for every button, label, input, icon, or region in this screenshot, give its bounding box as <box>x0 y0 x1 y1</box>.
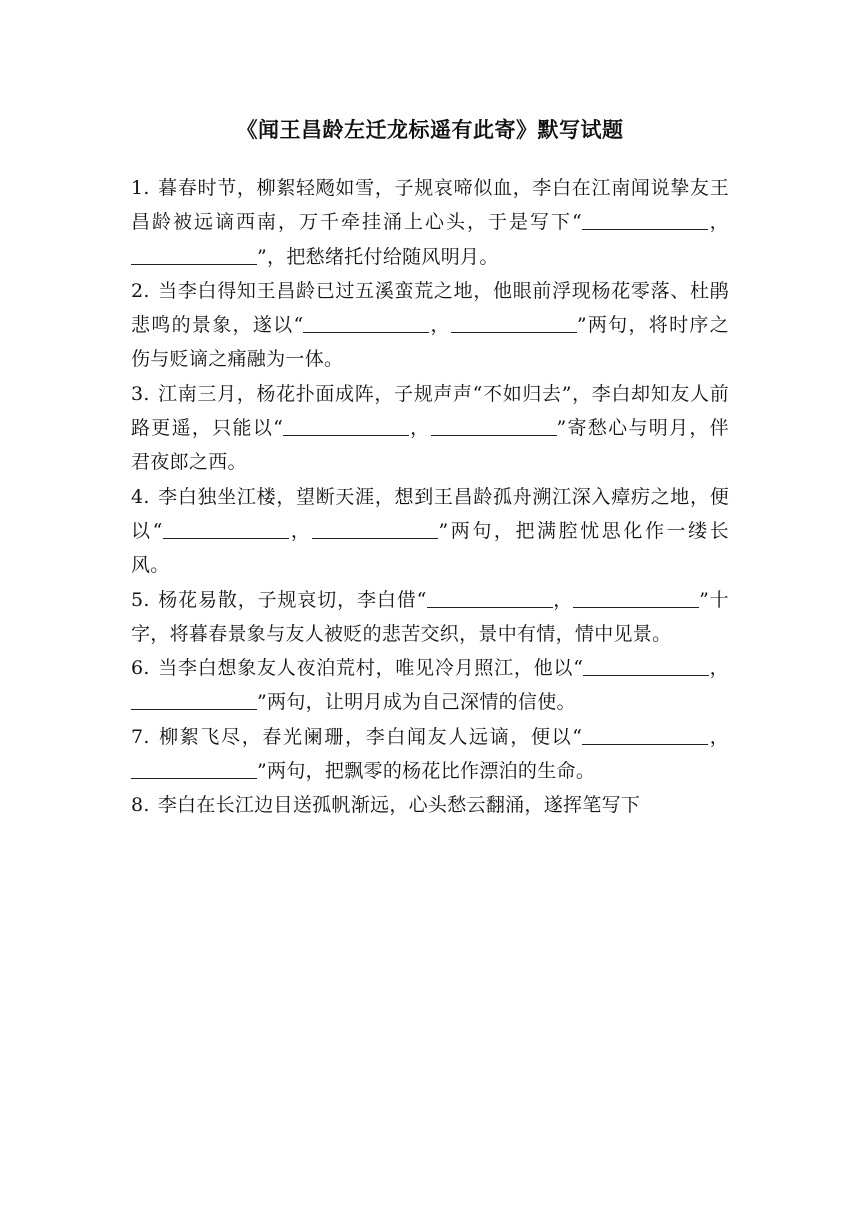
question-list <box>131 171 729 823</box>
question-text-before: 杨花易散，子规哀切，李白借“ <box>157 588 427 611</box>
question-text-before: 江南三月，杨花扑面成阵，子规声声“不如归去”，李白却知友人前路更遥，只能以“ <box>131 382 729 440</box>
blank-separator: ， <box>707 211 729 234</box>
answer-blank[interactable] <box>582 210 708 230</box>
blank-separator: ， <box>288 519 313 542</box>
question-text-after: ”两句，让明月成为自己深情的信使。 <box>257 691 576 714</box>
question-7 <box>131 720 729 789</box>
blank-separator: ， <box>429 314 451 337</box>
question-text-after: ”两句，把飘零的杨花比作漂泊的生命。 <box>257 760 596 783</box>
blank-separator: ， <box>409 417 431 440</box>
question-6 <box>131 651 729 720</box>
question-number: 8. <box>131 794 150 817</box>
question-text-after: ”两句，把满腔忧思化作一缕长风。 <box>131 519 729 577</box>
question-5 <box>131 583 729 652</box>
question-text-before: 当李白得知王昌龄已过五溪蛮荒之地，他眼前浮现杨花零落、杜鹃悲鸣的景象，遂以“ <box>131 279 729 337</box>
question-2 <box>131 274 729 377</box>
question-number: 2. <box>131 279 150 302</box>
answer-blank[interactable] <box>573 588 699 608</box>
answer-blank[interactable] <box>427 588 553 608</box>
question-1 <box>131 171 729 274</box>
blank-separator: ， <box>552 588 574 611</box>
answer-blank[interactable] <box>283 416 409 436</box>
question-8 <box>131 788 729 822</box>
blank-separator: ， <box>709 657 729 680</box>
question-text-before: 当李白想象友人夜泊荒村，唯见冷月照江，他以“ <box>157 657 584 680</box>
question-number: 4. <box>131 485 150 508</box>
question-text-after: ”两句，将时序之伤与贬谪之痛融为一体。 <box>131 314 729 371</box>
answer-blank[interactable] <box>303 313 429 333</box>
answer-blank[interactable] <box>131 759 257 779</box>
answer-blank[interactable] <box>131 245 257 265</box>
question-text-before: 暮春时节，柳絮轻飏如雪，子规哀啼似血，李白在江南闻说挚友王昌龄被远谪西南，万千牵挂涌上心头，于是写下“ <box>131 177 729 234</box>
page-title: 《闻王昌龄左迁龙标遥有此寄》默写试题 <box>236 117 624 142</box>
question-number: 1. <box>131 177 150 199</box>
question-3 <box>131 377 729 480</box>
question-text-after: ”寄愁心与明月，伴君夜郎之西。 <box>131 417 729 474</box>
question-text-after: ”十字，将暮春景象与友人被贬的悲苦交织，景中有情，情中见景。 <box>131 588 729 645</box>
answer-blank[interactable] <box>431 416 557 436</box>
question-4 <box>131 480 729 583</box>
question-number: 5. <box>131 588 150 611</box>
answer-blank[interactable] <box>583 656 709 676</box>
answer-blank[interactable] <box>131 690 257 710</box>
question-number: 7. <box>131 725 150 748</box>
blank-separator: ， <box>708 725 729 748</box>
question-text-after: ”，把愁绪托付给随风明月。 <box>257 245 499 268</box>
answer-blank[interactable] <box>312 519 438 539</box>
answer-blank[interactable] <box>582 725 708 745</box>
question-text-before: 李白独坐江楼，望断天涯，想到王昌龄孤舟溯江深入瘴疠之地，便以“ <box>131 485 729 542</box>
answer-blank[interactable] <box>451 313 577 333</box>
question-text-before: 柳絮飞尽，春光阑珊，李白闻友人远谪，便以“ <box>157 725 583 748</box>
question-number: 3. <box>131 382 150 405</box>
answer-blank[interactable] <box>163 519 289 539</box>
question-number: 6. <box>131 657 150 680</box>
question-text-before: 李白在长江边目送孤帆渐远，心头愁云翻涌，遂挥笔写下 <box>157 794 641 817</box>
